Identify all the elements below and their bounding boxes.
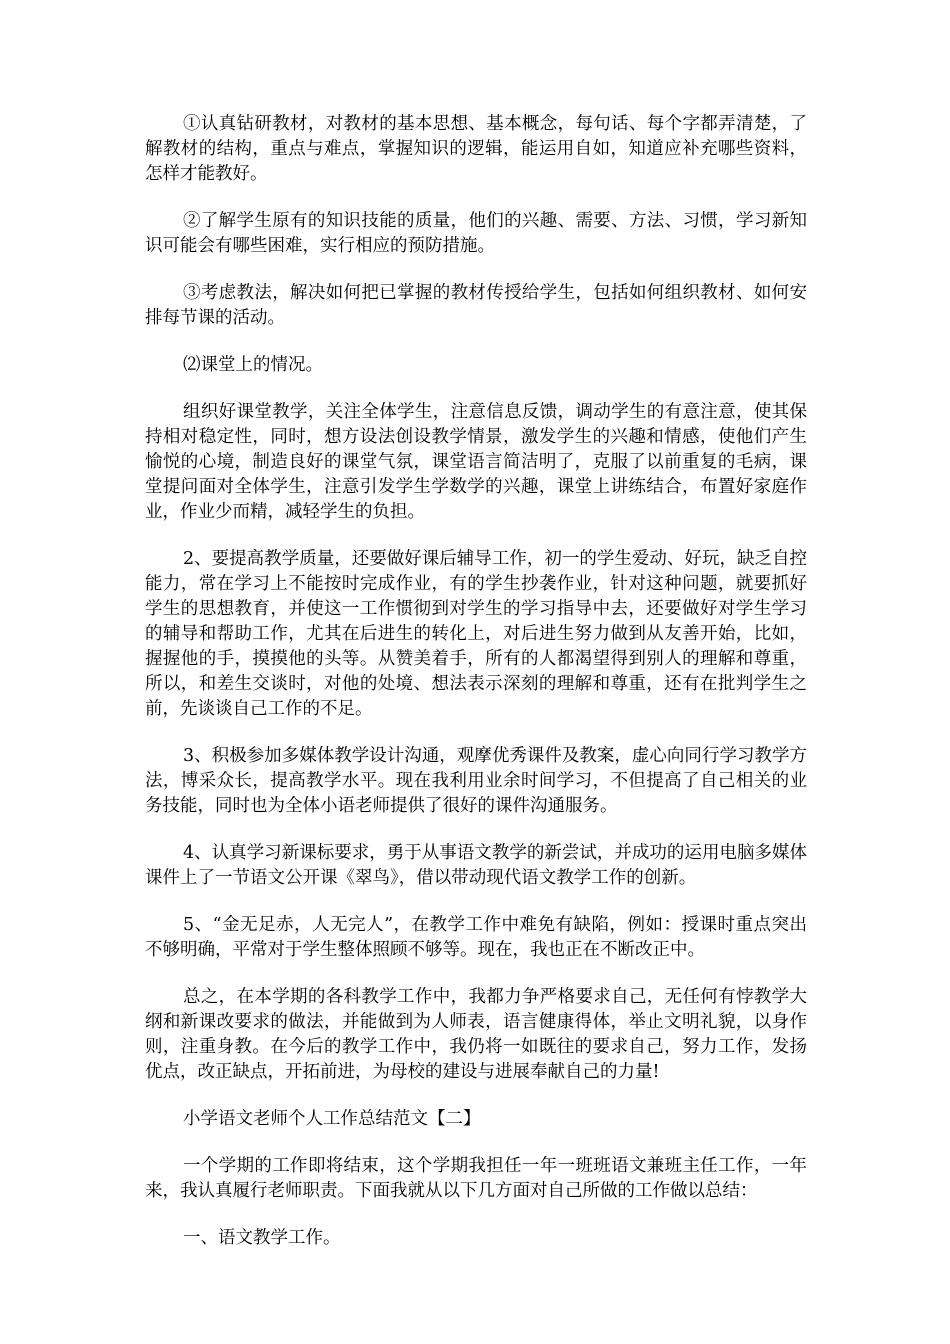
paragraph-classroom-organization: 组织好课堂教学，关注全体学生，注意信息反馈，调动学生的有意注意，使其保持相对稳定性，同时，想方设法创设教学情景，激发学生的兴趣和情感，使他们产生愉悦的心境，制造良好的课堂气氛，课堂语言简洁明了，克服了以前重复的毛病，课堂提问面对全体学生，注意引发学生学数学的兴趣，课堂上讲练结合，布置好家庭作业，作业少而精，减轻学生的负担。 [145,402,807,522]
paragraph-after-class-tutoring: 2、要提高教学质量，还要做好课后辅导工作，初一的学生爱动、好玩，缺乏自控能力，常在学习上不能按时完成作业，有的学生抄袭作业，针对这种问题，就要抓好学生的思想教育，并使这一工作惯彻到对学生的学习指导中去，还要做好对学生学习的辅导和帮助工作，尤其在后进生的转化上，对后进生努力做到从友善开始，比如，握握他的手，摸摸他的头等。从赞美着手，所有的人都渴望得到别人的理解和尊重，所以，和差生交谈时，对他的处境、想法表示深刻的理解和尊重，还有在批判学生之前，先谈谈自己工作的不足。 [145,549,807,719]
paragraph-chinese-teaching-heading: 一、语文教学工作。 [183,1228,341,1248]
section-title-two: 小学语文老师个人工作总结范文【二】 [183,1109,481,1129]
paragraph-teaching-methods: ③考虑教法，解决如何把已掌握的教材传授给学生，包括如何组织教材、如何安排每节课的活动。 [145,283,807,328]
paragraph-study-materials: ①认真钻研教材，对教材的基本思想、基本概念，每句话、每个字都弄清楚，了解教材的结构，重点与难点，掌握知识的逻辑，能运用自如，知道应补充哪些资料，怎样才能教好。 [145,114,807,184]
paragraph-understand-students: ②了解学生原有的知识技能的质量，他们的兴趣、需要、方法、习惯，学习新知识可能会有哪些困难，实行相应的预防措施。 [145,211,807,256]
document-body [145,112,807,1273]
paragraph-multimedia-design: 3、积极参加多媒体教学设计沟通，观摩优秀课件及教案，虚心向同行学习教学方法，博采众长，提高教学水平。现在我利用业余时间学习，不但提高了自己相关的业务技能，同时也为全体小语老师提供了很好的课件沟通服务。 [145,746,807,816]
paragraph-semester-intro: 一个学期的工作即将结束，这个学期我担任一年一班班语文兼班主任工作，一年来，我认真履行老师职责。下面我就从以下几方面对自己所做的工作做以总结： [145,1156,807,1201]
paragraph-classroom-heading: ⑵课堂上的情况。 [183,355,323,375]
paragraph-new-curriculum: 4、认真学习新课标要求，勇于从事语文教学的新尝试，并成功的运用电脑多媒体课件上了一节语文公开课《翠鸟》，借以带动现代语文教学工作的创新。 [145,843,807,888]
paragraph-conclusion: 总之，在本学期的各科教学工作中，我都力争严格要求自己，无任何有悖教学大纲和新课改要求的做法，并能做到为人师表，语言健康得体，举止文明礼貌，以身作则，注重身教。在今后的教学工作中，我仍将一如既往的要求自己，努力工作，发扬优点，改正缺点，开拓前进，为母校的建设与进展奉献自己的力量! [145,987,807,1082]
paragraph-shortcomings: 5、“金无足赤，人无完人”，在教学工作中难免有缺陷，例如：授课时重点突出不够明确，平常对于学生整体照顾不够等。现在，我也正在不断改正中。 [145,915,807,960]
